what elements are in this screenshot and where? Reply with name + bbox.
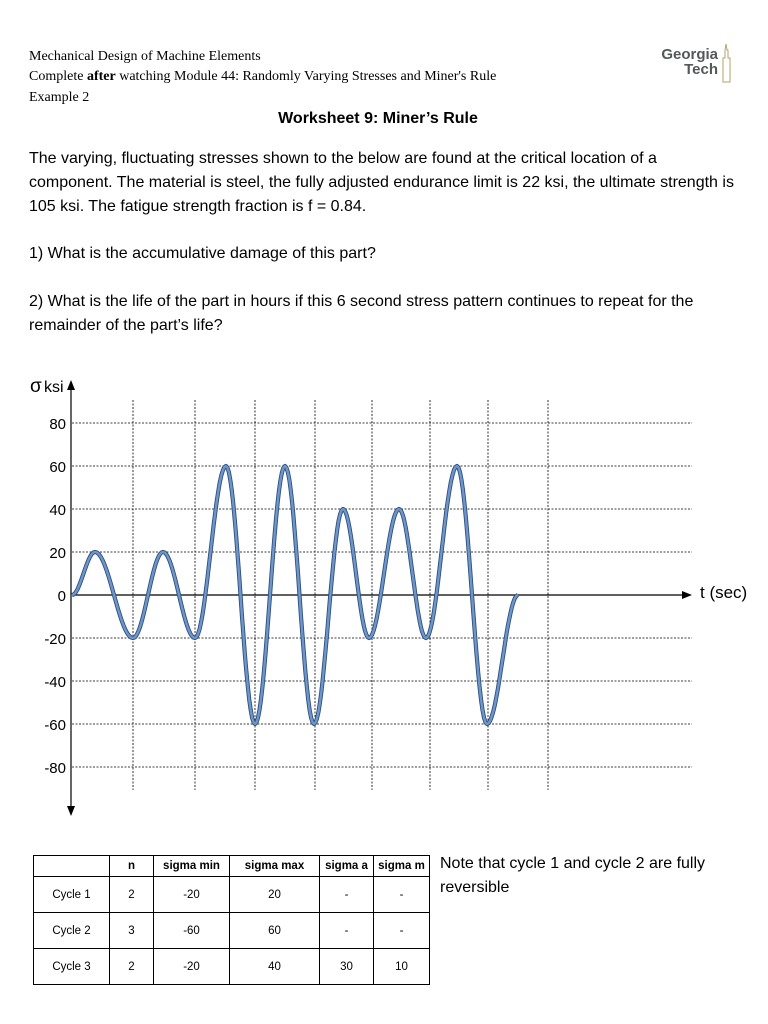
- y-tick-labels: [44, 416, 66, 777]
- table-header-cell: sigma a: [320, 856, 374, 877]
- table-cell: 40: [230, 949, 320, 985]
- table-cell: -: [374, 877, 430, 913]
- table-cell: Cycle 2: [34, 913, 110, 949]
- module-line: [29, 67, 496, 87]
- y-tick-label: 60: [49, 459, 66, 476]
- y-tick-label: -20: [44, 631, 66, 648]
- table-cell: -20: [154, 877, 230, 913]
- cycle-table: [33, 855, 430, 985]
- question-1: 1) What is the accumulative damage of this part?: [29, 245, 376, 262]
- georgia-tech-logo: [636, 44, 736, 84]
- table-cell: Cycle 3: [34, 949, 110, 985]
- y-axis-symbol: σ: [30, 376, 42, 397]
- table-cell: 30: [320, 949, 374, 985]
- table-cell: -: [374, 913, 430, 949]
- table-cell: 10: [374, 949, 430, 985]
- x-axis-arrow: [682, 591, 692, 599]
- table-body: [34, 877, 430, 985]
- table-header-row: [34, 856, 430, 877]
- table-header-cell: n: [110, 856, 154, 877]
- logo-line1: Georgia: [661, 46, 718, 63]
- table-header-cell: sigma min: [154, 856, 230, 877]
- question-2: 2) What is the life of the part in hours if this 6 second stress pattern continues to repeat for the remainder of the part’s life?: [29, 293, 694, 334]
- table-header-cell: sigma max: [230, 856, 320, 877]
- table-row: [34, 913, 430, 949]
- table-row: [34, 877, 430, 913]
- table-header-cell: [34, 856, 110, 877]
- table-cell: -60: [154, 913, 230, 949]
- module-line-pre: Complete: [29, 69, 87, 84]
- y-tick-label: 20: [49, 545, 66, 562]
- example-label: Example 2: [29, 90, 90, 105]
- logo-line2: Tech: [684, 61, 718, 78]
- tech-tower-icon: [720, 44, 734, 84]
- y-tick-label: -40: [44, 674, 66, 691]
- table-cell: 3: [110, 913, 154, 949]
- y-tick-label: 0: [57, 588, 66, 605]
- table-cell: 20: [230, 877, 320, 913]
- y-tick-label: -60: [44, 717, 66, 734]
- y-tick-label: 80: [49, 416, 66, 433]
- y-tick-label: 40: [49, 502, 66, 519]
- y-axis-arrow-up: [67, 380, 75, 390]
- table-header-cell: sigma m: [374, 856, 430, 877]
- table-cell: -20: [154, 949, 230, 985]
- table-row: [34, 949, 430, 985]
- table-cell: 2: [110, 877, 154, 913]
- reversible-note: Note that cycle 1 and cycle 2 are fully reversible: [440, 855, 706, 896]
- table-cell: -: [320, 877, 374, 913]
- module-line-post: watching Module 44: Randomly Varying Stresses and Miner's Rule: [115, 69, 497, 84]
- y-axis-arrow-down: [67, 806, 75, 816]
- table-cell: 60: [230, 913, 320, 949]
- course-title: Mechanical Design of Machine Elements: [29, 49, 261, 64]
- stress-time-chart: [0, 360, 768, 820]
- y-tick-label: -80: [44, 760, 66, 777]
- problem-statement: The varying, fluctuating stresses shown to the below are found at the critical location of a component. The material is steel, the fully adjusted endurance limit is 22 ksi, the ultimate strength is 105 ksi. The fatigue strength fraction is f = 0.84.: [29, 150, 734, 215]
- worksheet-title: Worksheet 9: Miner’s Rule: [278, 110, 478, 127]
- x-axis-label: t (sec): [700, 583, 748, 602]
- table-cell: -: [320, 913, 374, 949]
- module-line-bold: after: [86, 69, 116, 84]
- table-cell: 2: [110, 949, 154, 985]
- table-cell: Cycle 1: [34, 877, 110, 913]
- y-axis-label: ksi: [44, 379, 64, 396]
